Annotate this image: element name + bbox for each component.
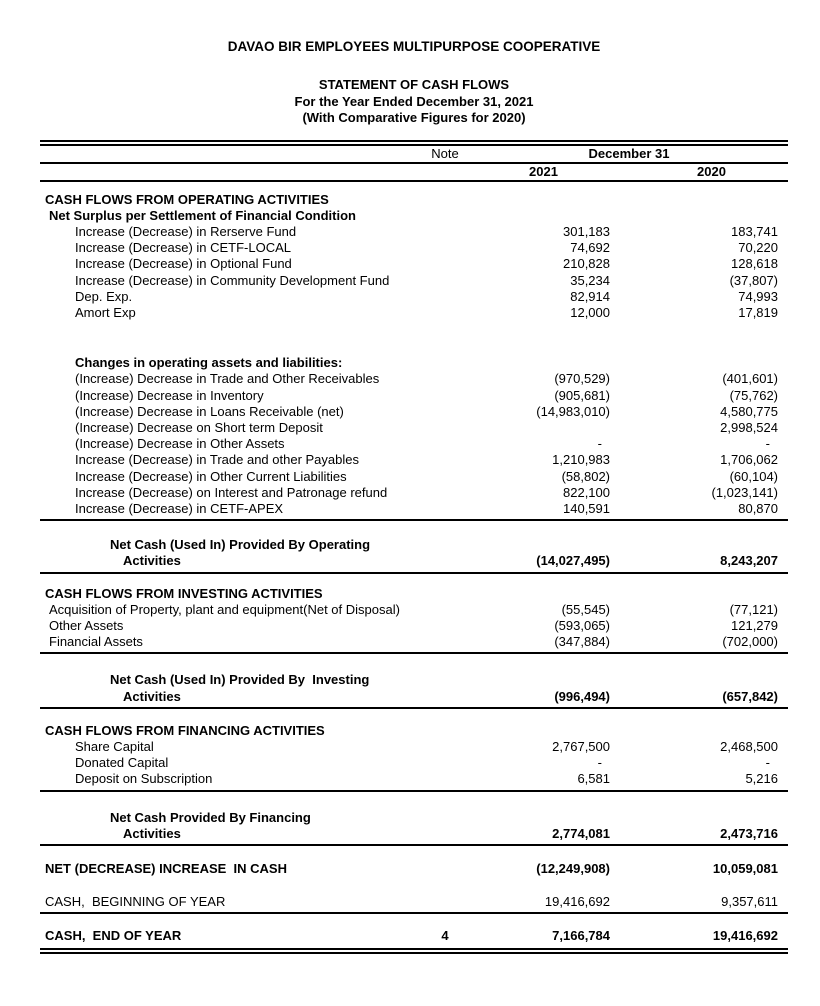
header-row-years [40, 164, 788, 182]
value-2021: (996,494) [554, 688, 610, 704]
row-label: CASH FLOWS FROM OPERATING ACTIVITIES [45, 191, 329, 207]
value-2021: 19,416,692 [544, 894, 610, 910]
row-label: (Increase) Decrease on Short term Deposit [75, 419, 323, 435]
row-label: Share Capital [75, 738, 154, 754]
value-2020: (401,601) [722, 371, 778, 387]
value-2020: 70,220 [738, 240, 778, 256]
note-column-header: Note [431, 145, 459, 161]
table-row [40, 224, 788, 240]
value-2021: 140,591 [563, 500, 610, 516]
comparative-note: (With Comparative Figures for 2020) [302, 110, 526, 125]
table-row [40, 436, 788, 452]
december-31-group-header: December 31 [588, 145, 670, 161]
row-label: Increase (Decrease) in CETF-LOCAL [75, 240, 292, 256]
row-label: Increase (Decrease) in Other Current Liabilities [75, 468, 347, 484]
row-label: Dep. Exp. [75, 288, 133, 304]
table-row [40, 537, 788, 573]
value-2020: (60,104) [729, 468, 778, 484]
table-row [40, 240, 788, 256]
row-label: Increase (Decrease) in Rerserve Fund [75, 223, 297, 239]
value-2021: (905,681) [554, 387, 610, 403]
table-row [40, 602, 788, 618]
row-label: Net Surplus per Settlement of Financial Condition [49, 207, 356, 223]
table-header [40, 140, 788, 182]
value-2020: 74,993 [738, 288, 778, 304]
value-2020: (77,121) [729, 601, 778, 617]
row-label: Increase (Decrease) in Optional Fund [75, 256, 292, 272]
table-body [40, 192, 788, 954]
table-row [40, 894, 788, 914]
table-row [40, 192, 788, 208]
value-2021: - [597, 436, 602, 452]
value-2021: 74,692 [570, 240, 610, 256]
value-2020: 2,998,524 [720, 419, 778, 435]
row-label: Net Cash Provided By Financing Activities [110, 809, 311, 841]
value-2021: (14,983,010) [536, 403, 610, 419]
table-row [40, 420, 788, 436]
value-2020: 9,357,611 [721, 894, 778, 910]
value-2020: 183,741 [731, 223, 778, 239]
table-row [40, 485, 788, 501]
table-row [40, 273, 788, 289]
value-2020: 121,279 [731, 617, 778, 633]
table-row [40, 810, 788, 846]
value-2021: 2,774,081 [552, 825, 610, 841]
value-2021: 12,000 [570, 304, 610, 320]
table-row [40, 355, 788, 371]
value-2020: 128,618 [731, 256, 778, 272]
value-2021: 301,183 [563, 223, 610, 239]
note-value: 4 [441, 928, 449, 944]
table-row [40, 928, 788, 953]
row-label: Net Cash (Used In) Provided By Investing Activities [110, 672, 370, 704]
value-2020: 4,580,775 [720, 403, 778, 419]
row-label: Increase (Decrease) in Trade and other Payables [75, 452, 359, 468]
statement-title: STATEMENT OF CASH FLOWS [318, 77, 510, 92]
value-2020: (657,842) [722, 688, 778, 704]
table-row [40, 469, 788, 485]
statement-period: For the Year Ended December 31, 2021 [294, 93, 534, 109]
row-label: CASH, END OF YEAR [45, 928, 182, 944]
value-2020: 19,416,692 [712, 928, 778, 944]
year-2021-header: 2021 [529, 163, 558, 179]
table-row [40, 388, 788, 404]
table-row [40, 208, 788, 224]
value-2021: (347,884) [554, 634, 610, 650]
table-row [40, 672, 788, 708]
table-row [40, 404, 788, 420]
row-label: (Increase) Decrease in Loans Receivable (net) [75, 403, 344, 419]
table-row [40, 634, 788, 654]
value-2021: 210,828 [563, 256, 610, 272]
row-label: (Increase) Decrease in Inventory [75, 387, 264, 403]
value-2021: 7,166,784 [552, 928, 610, 944]
value-2021: (593,065) [554, 617, 610, 633]
row-label: CASH, BEGINNING OF YEAR [45, 894, 226, 910]
table-row [40, 755, 788, 771]
table-row [40, 723, 788, 739]
value-2021: (55,545) [561, 601, 610, 617]
value-2020: 10,059,081 [712, 861, 778, 876]
value-2021: 2,767,500 [552, 738, 610, 754]
value-2020: - [765, 436, 770, 452]
value-2021: 822,100 [563, 484, 610, 500]
row-label: Net Cash (Used In) Provided By Operating Activities [110, 537, 371, 569]
value-2020: 2,468,500 [720, 738, 778, 754]
value-2021: 1,210,983 [552, 452, 610, 468]
row-label: (Increase) Decrease in Other Assets [75, 436, 285, 452]
row-label: Deposit on Subscription [75, 771, 213, 787]
table-row [40, 371, 788, 387]
value-2021: 82,914 [570, 288, 610, 304]
value-2021: (970,529) [554, 371, 610, 387]
table-row [40, 256, 788, 272]
value-2020: (1,023,141) [711, 484, 778, 500]
value-2021: - [597, 755, 602, 771]
row-label: Financial Assets [49, 634, 143, 650]
table-row [40, 861, 788, 877]
value-2020: 1,706,062 [720, 452, 778, 468]
row-label: Other Assets [49, 617, 124, 633]
header-row-group [40, 146, 788, 164]
row-label: NET (DECREASE) INCREASE IN CASH [45, 861, 287, 876]
value-2020: 17,819 [738, 304, 778, 320]
row-label: CASH FLOWS FROM INVESTING ACTIVITIES [45, 585, 323, 601]
row-label: CASH FLOWS FROM FINANCING ACTIVITIES [45, 722, 325, 738]
row-label: Acquisition of Property, plant and equipment(Net of Disposal) [49, 601, 400, 617]
table-row [40, 305, 788, 321]
value-2020: - [765, 755, 770, 771]
table-row [40, 452, 788, 468]
row-label: Amort Exp [75, 304, 136, 320]
value-2020: 5,216 [745, 771, 778, 787]
document-subtitle [40, 77, 788, 127]
company-name: DAVAO BIR EMPLOYEES MULTIPURPOSE COOPERATIVE [227, 39, 601, 54]
row-label: (Increase) Decrease in Trade and Other Receivables [75, 371, 380, 387]
value-2021: 35,234 [570, 272, 610, 288]
value-2021: (12,249,908) [536, 861, 610, 876]
year-2020-header: 2020 [697, 163, 726, 179]
value-2020: (37,807) [729, 272, 778, 288]
row-label: Changes in operating assets and liabilities: [75, 355, 343, 371]
value-2020: 2,473,716 [720, 825, 778, 841]
value-2020: 8,243,207 [720, 553, 778, 569]
row-label: Increase (Decrease) in CETF-APEX [75, 500, 284, 516]
table-row [40, 586, 788, 602]
value-2021: (58,802) [561, 468, 610, 484]
value-2021: 6,581 [577, 771, 610, 787]
table-row [40, 739, 788, 755]
table-row [40, 771, 788, 791]
table-row [40, 618, 788, 634]
value-2020: (702,000) [722, 634, 778, 650]
value-2020: (75,762) [729, 387, 778, 403]
statement-document [40, 0, 788, 954]
row-label: Donated Capital [75, 755, 169, 771]
row-label: Increase (Decrease) in Community Development Fund [75, 272, 390, 288]
table-row [40, 501, 788, 521]
table-row [40, 289, 788, 305]
value-2021: (14,027,495) [536, 553, 610, 569]
row-label: Increase (Decrease) on Interest and Patronage refund [75, 484, 388, 500]
value-2020: 80,870 [738, 500, 778, 516]
